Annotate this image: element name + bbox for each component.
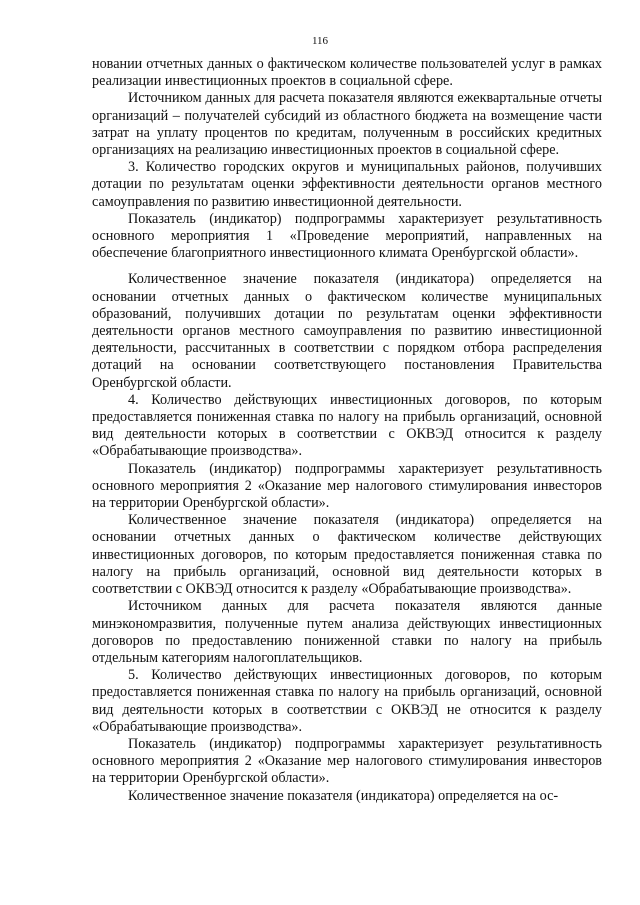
paragraph: Количественное значение показателя (индикатора) определяется на основании отчетных данных о фактическом количестве муниципальных образований, получивших дотации по результатам оценки эффективности деятельности органов местного самоуправления по развитию инвестиционной деятельности, рассчитанных в соответствии с порядком отбора распределения дотаций на основании соответствующего постановления Правительства Оренбургской области.: [92, 271, 602, 391]
paragraph: 4. Количество действующих инвестиционных договоров, по которым предоставляется пониженная ставка по налогу на прибыль организаций, основной вид деятельности которых в соответствии с ОКВЭД относится к разделу «Обрабатывающие производства».: [92, 391, 602, 460]
paragraph: 3. Количество городских округов и муниципальных районов, получивших дотации по результатам оценки эффективности деятельности органов местного самоуправления по развитию инвестиционной деятельности.: [92, 159, 602, 210]
page-number: 116: [311, 35, 329, 47]
paragraph: новании отчетных данных о фактическом количестве пользователей услуг в рамках реализации инвестиционных проектов в социальной сфере.: [92, 56, 602, 90]
document-body: [92, 56, 602, 805]
paragraph: 5. Количество действующих инвестиционных договоров, по которым предоставляется пониженная ставка по налогу на прибыль организаций, основной вид деятельности которых в соответствии с ОКВЭД не относится к разделу «Обрабатывающие производства».: [92, 667, 602, 735]
paragraph: Источником данных для расчета показателя являются ежеквартальные отчеты организаций – получателей субсидий из областного бюджета на возмещение части затрат на уплату процентов по кредитам, полученным в российских кредитных организациях на реализацию инвестиционных проектов в социальной сфере.: [92, 90, 602, 159]
paragraph: Количественное значение показателя (индикатора) определяется на ос-: [128, 787, 559, 804]
paragraph: Показатель (индикатор) подпрограммы характеризует результативность основного мероприятия 2 «Оказание мер налогового стимулирования инвесторов на территории Оренбургской области».: [92, 735, 602, 787]
paragraph: Показатель (индикатор) подпрограммы характеризует результативность основного мероприятия 2 «Оказание мер налогового стимулирования инвесторов на территории Оренбургской области».: [92, 460, 602, 512]
paragraph: Количественное значение показателя (индикатора) определяется на основании отчетных данных о фактическом количестве действующих инвестиционных договоров, по которым предоставляется пониженная ставка по налогу на прибыль организаций, основной вид деятельности которых в соответствии с ОКВЭД относится к разделу «Обрабатывающие производства».: [92, 512, 602, 598]
paragraph: Показатель (индикатор) подпрограммы характеризует результативность основного мероприятия 1 «Проведение мероприятий, направленных на обеспечение благоприятного инвестиционного климата Оренбургской области».: [92, 210, 602, 262]
paragraph: Источником данных для расчета показателя являются данные минэкономразвития, полученные путем анализа действующих инвестиционных договоров по предоставлению пониженной ставки по налогу на прибыль отдельным категориям налогоплательщиков.: [92, 598, 602, 666]
